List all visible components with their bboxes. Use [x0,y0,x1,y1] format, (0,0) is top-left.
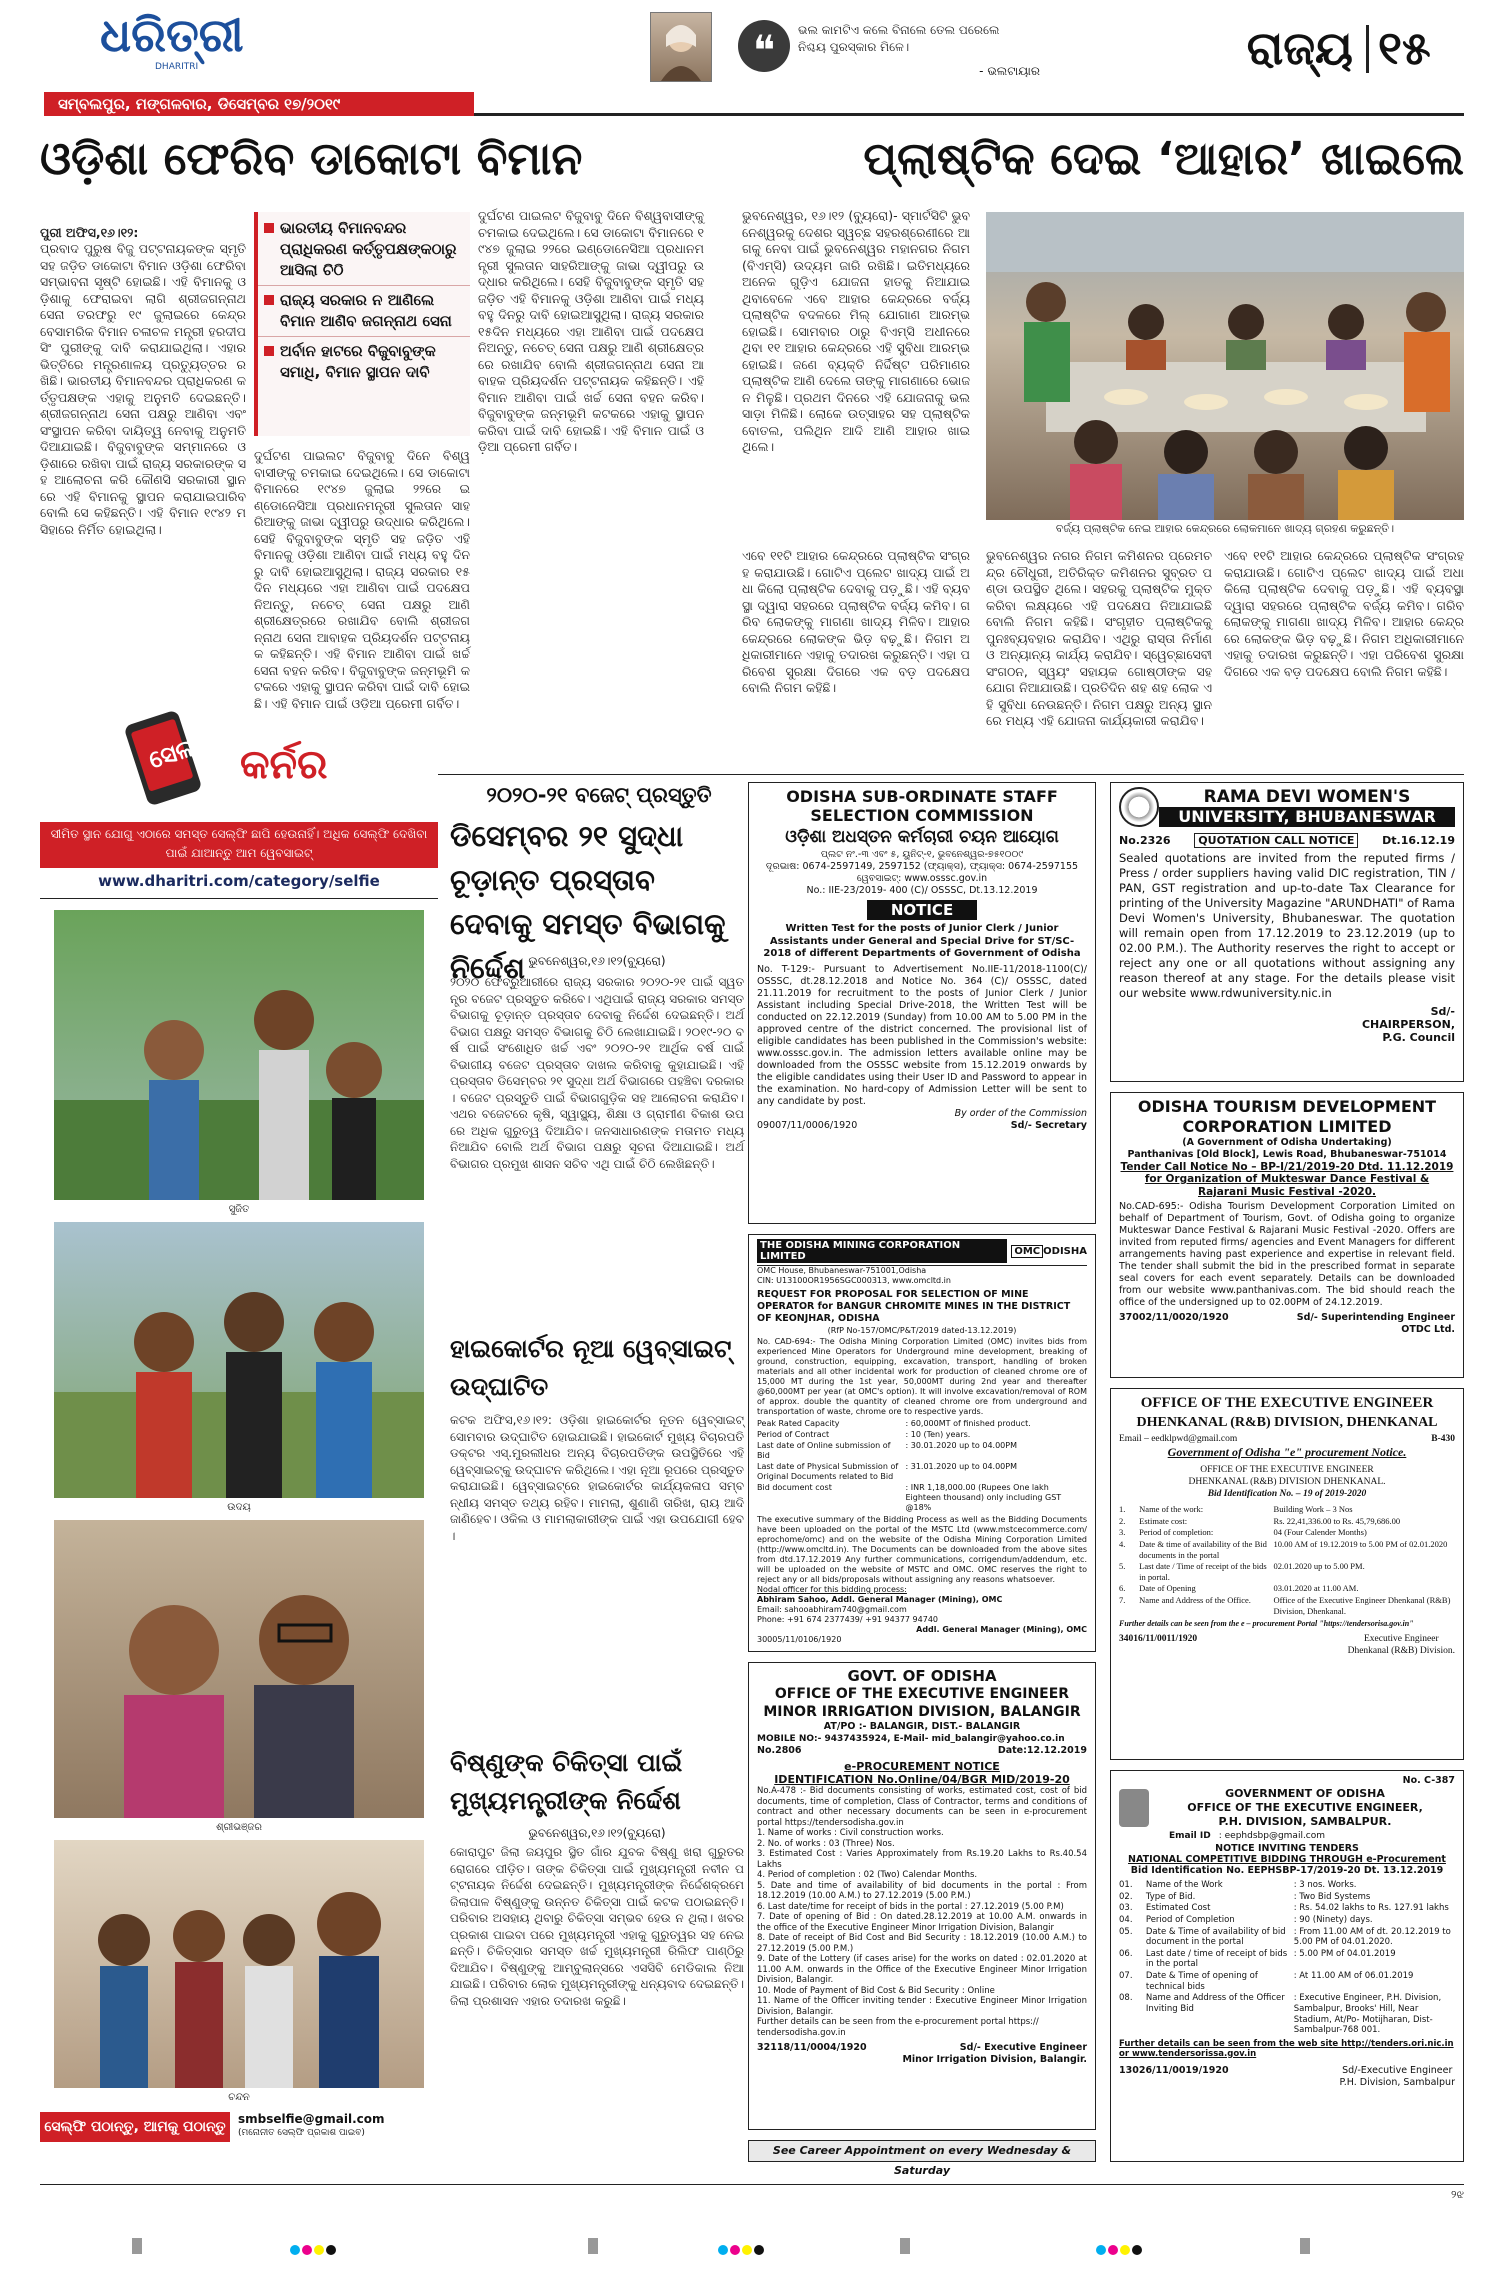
dakota-article-body [40,208,250,768]
table-cell: Period of Completion [1145,1914,1235,1925]
table-cell: : 60,000MT of finished product. [905,1419,1031,1428]
table-cell: Date & time of availability of the Bid documents in the portal [1139,1538,1267,1560]
omc-logo: OMC [1011,1245,1043,1258]
budget-headline: ଡିସେମ୍ବର ୨୧ ସୁଦ୍ଧା ଚୂଡ଼ାନ୍ତ ପ୍ରସ୍ତାବ ଦେବାକୁ ସମସ୍ତ ବିଭାଗକୁ ନିର୍ଦ୍ଦେଶ [450,819,726,985]
list-item: 7. Date of opening of Bid : On dated.28.12.2019 at 10.00 A.M. onwards in the office of the Executive Engineer Minor Irrigation Division, Balangir [757,1912,1087,1933]
headline-plastic: ପ୍ଲାଷ୍ଟିକ ଦେଇ ‘ଆହାର’ ଖାଇଲେ [863,132,1464,185]
highlight-text: ଭାରତୀୟ ବିମାନବନ୍ଦର ପ୍ରାଧିକରଣ କର୍ତ୍ତୃପକ୍ଷଙ୍କଠାରୁ ଆସିଲା ଚିଠି [280,219,457,279]
table-cell: Rs. 22,41,336.00 to Rs. 45,79,686.00 [1273,1515,1401,1526]
mi-address: AT/PO :- BALANGIR, DIST.- BALANGIR [823,1721,1021,1732]
ossc-address: ପ୍ଲଟ ନଂ.-୩ ଏବଂ ୫, ୟୁନିଟ୍-୧, ଭୁବନେଶ୍ୱର-୭୫୧୦୦୯ [820,849,1024,860]
table-row [1119,1903,1455,1914]
dakota-dateline: ପୁରୀ ଅଫିସ,୧୬।୧୨: [40,224,139,240]
sp-table [1119,1880,1455,2036]
hc-headline: ହାଇକୋର୍ଟର ନୂଆ ୱେବ୍‌ସାଇଟ୍ ଉଦ୍‌ଘାଟିତ [450,1334,732,1401]
ossc-sign: Sd/- Secretary [1010,1119,1087,1131]
logo-text: ଧରିତ୍ରୀ [100,8,244,62]
plastic-article-body-3: ଏବେ ୧୧ଟି ଆହାର କେନ୍ଦ୍ରରେ ପ୍ଲାଷ୍ଟିକ ସଂଗ୍ରହ କରାଯାଉଛି। ଗୋଟିଏ ପ୍ଲେଟ ଖାଦ୍ୟ ପାଇଁ ଅଧା କିଲୋ ପ୍ଲାଷ୍ଟିକ ଦେବାକୁ ପଡ଼ୁଛି। ଏହି ବ୍ୟବସ୍ଥା ଦ୍ୱାରା ସହରରେ ପ୍ଲାଷ୍ଟିକ ବର୍ଜ୍ୟ କମିବ। ଗରିବ ଲୋକଙ୍କୁ ମାଗଣା ଖାଦ୍ୟ ମିଳିବ। ଆହାର କେନ୍ଦ୍ରରେ ଲୋକଙ୍କ ଭିଡ଼ ବଢ଼ୁଛି। ନିଗମ ଅଧିକାରୀମାନେ ଏହାକୁ ତଦାରଖ କରୁଛନ୍ତି। ଏହା ପରିବେଶ ସୁରକ୍ଷା ଦିଗରେ ଏକ ବଡ଼ ପଦକ୍ଷେପ ବୋଲି ନିଗମ କହିଛି। [1224,548,1468,679]
selfie-banner [40,710,438,818]
table-cell: Last date / Time of receipt of the bids in portal. [1139,1561,1267,1582]
sp-title-2: OFFICE OF THE EXECUTIVE ENGINEER, [1187,1801,1423,1814]
otdc-ad [1110,1092,1464,1378]
table-row [757,1441,1087,1461]
highlight-item [258,336,470,387]
table-cell: 4. [1119,1538,1126,1549]
ossc-odia-title: ଓଡ଼ିଶା ଅଧସ୍ତନ କର୍ମଚାରୀ ଚୟନ ଆୟୋଗ [785,827,1059,847]
table-cell: Building Work – 3 Nos [1273,1504,1353,1514]
table-cell: : Executive Engineer, P.H. Division, Sambalpur, Brooks' Hill, Near Stadium, At/Po- Motijharan, Dist- Sambalpur-768 001. [1293,1993,1442,2036]
budget-dateline: ଭୁବନେଶ୍ୱର,୧୬।୧୨(ବ୍ୟୁରୋ) [528,954,666,968]
registration-dots [1096,2240,1144,2259]
list-item: 8. Date of receipt of Bid Cost and Bid Security : 18.12.2019 (10.00 A.M.) to 27.12.2019 (5.00 P.M.) [757,1933,1087,1954]
color-registration-marks [0,2234,1500,2264]
list-item: 1. Name of works : Civil construction works. [757,1828,944,1838]
table-cell: 06. [1119,1948,1133,1959]
table-row [1119,1949,1455,1970]
sp-email: : eephdsbp@gmail.com [1218,1831,1326,1841]
gray-mark [588,2238,598,2254]
highlight-item [258,212,470,285]
red-square-icon [264,223,274,233]
omc-title: THE ODISHA MINING CORPORATION LIMITED [757,1239,1007,1263]
table-cell: 5. [1119,1561,1126,1572]
otdc-code: 37002/11/0020/1920 [1119,1312,1229,1323]
mi-code: 32118/11/0004/1920 [757,2042,867,2053]
sp-code: 13026/11/0019/1920 [1119,2064,1229,2076]
omc-rfp-title: REQUEST FOR PROPOSAL FOR SELECTION OF MINE OPERATOR for BANGUR CHROMITE MINES IN THE DISTRICT OF KEONJHAR, ODISHA [757,1289,1071,1324]
table-cell: : INR 1,18,000.00 (Rupees One lakh Eighteen thousand) only including GST @18% [905,1483,1062,1512]
table-cell: Peak Rated Capacity [757,1419,840,1428]
career-strip-text: See Career Appointment on every Wednesday & Saturday [772,2144,1072,2177]
table-cell: 04 (Four Calender Months) [1273,1527,1367,1538]
sp-further-2: or www.tendersorissa.gov.in [1119,2048,1257,2059]
selfie-photo [54,1520,424,1818]
table-row [1119,1527,1455,1538]
table-cell: 07. [1119,1971,1133,1981]
dk-sub-1: OFFICE OF THE EXECUTIVE ENGINEER [1200,1465,1374,1475]
table-row [1119,1561,1455,1582]
highlight-text: ରାଜ୍ୟ ସରକାର ନ ଆଣିଲେ ବିମାନ ଆଣିବ ଜଗନ୍ନାଥ ସେନା [280,291,452,330]
table-cell: Last date of Physical Submission of Original Documents related to Bid [757,1462,899,1481]
red-square-icon [264,295,274,305]
otdc-sub: (A Government of Odisha Undertaking) [1182,1137,1392,1148]
quote-icon: ❝ [738,20,790,72]
dk-table [1119,1504,1455,1616]
omc-code: 30005/11/0106/1920 [757,1635,842,1644]
sp-n2: NATIONAL COMPETITIVE BIDDING THROUGH e-Procurement [1128,1854,1446,1865]
table-cell: : Two Bid Systems [1293,1891,1371,1902]
selfie-photo [54,910,424,1200]
table-cell: : 90 (Ninety) days. [1293,1914,1373,1925]
table-row [1119,1927,1455,1948]
table-cell: : 5.00 PM of 04.01.2019 [1293,1948,1396,1959]
omc-body-2: The executive summary of the Bidding Process as well as the Bidding Documents have been uploaded on the portal of the MSTC Ltd (www.mstcecommerce.com/ eprochome/omc) and on the website of the Odisha Mining Corporation Limited (http://www.omcltd.in). The Documents can be downloaded from the above sites from dtd.17.12.2019 Any further communications, corrigendum/addendum, etc. will be uploaded on the website of MSTC and OMC. OMC reserves the right to reject any or all bids/proposals without assigning any reasons whatsoever. [757,1515,1087,1584]
section-name: ରାଜ୍ୟ [1246,21,1353,75]
table-cell: : 30.01.2020 up to 04.00PM [905,1441,1017,1450]
table-cell: 7. [1119,1595,1126,1605]
otdc-address: Panthanivas [Old Block], Lewis Road, Bhubaneswar-751014 [1127,1149,1447,1160]
table-cell: 02.01.2020 up to 5.00 PM. [1273,1561,1365,1572]
page-number: ୧୫ [1378,21,1431,75]
table-row [1119,1595,1455,1616]
table-cell: : From 11.00 AM of dt. 20.12.2019 to 5.00 PM of 04.01.2020. [1293,1926,1451,1948]
dk-code: 34016/11/0011/1920 [1119,1634,1198,1645]
table-row [1119,1971,1455,1992]
mi-sign-1: Sd/- Executive Engineer [959,2042,1087,2053]
table-row [1119,1892,1455,1903]
table-cell: Name and Address of the Office. [1139,1595,1251,1605]
portrait-image [650,12,712,82]
mi-title-3: MINOR IRRIGATION DIVISION, BALANGIR [763,1704,1081,1720]
omc-rfp-no: (RfP No-157/OMC/P&T/2019 dated-13.12.2019) [827,1326,1017,1335]
table-cell: Bid document cost [757,1483,832,1492]
mi-identification: IDENTIFICATION No.Online/04/BGR MID/2019-20 [774,1773,1070,1786]
mi-intro: No.A-478 :- Bid documents consisting of works, estimated cost, cost of bid documents, time of completion, Class of Contractor, terms and conditions of contract and other necessary documents can be seen in e-procurement portal https://tendersodisha.gov.in [757,1786,1087,1828]
logo-subtext: DHARITRI [155,62,199,72]
mi-title-1: GOVT. OF ODISHA [847,1667,997,1685]
table-cell: Name of the work: [1139,1504,1204,1514]
list-item: 5. Date and time of availability of bid documents in the portal : From 18.12.2019 (10.00 A.M.) to 27.12.2019 (5.00 P.M.) [757,1880,1087,1901]
red-square-icon [264,346,274,356]
selfie-border [40,898,438,899]
list-item: 9. Date of the Lottery (if cases arise) for the works on dated : 02.01.2020 at 11.00 A.M. onwards in the Office of the Executive Engineer Minor Irrigation Division, Balangir. [757,1954,1087,1985]
omc-contact-1: Abhiram Sahoo, Addl. General Manager (Mining), OMC [757,1595,1003,1604]
ossc-body: No. T-129:- Pursuant to Advertisement No.IIE-11/2018-1100(C)/ OSSSC, dt.28.12.2018 and Notice No. 364 (C)/ OSSSC, dated 21.11.2019 for recruitment to the posts of Junior Clerk / Junior Assistant including Special Drive-2018, the Written Test will be conducted on 22.12.2019 (Sunday) from 10.00 AM to 5.00 PM in the approved centre of the district concerned. The provisional list of eligible candidates has been published in the Commission's website: www.osssc.gov.in. The admission letters available online may be downloaded from the OSSSC website from 15.12.2019 onwards by the eligible candidates using their User ID and Password to appear in the examination. No hard-copy of Admission Letter will be sent to any candidate by post. [757,963,1087,1107]
list-item: 10. Mode of Payment of Bid Cost & Bid Security : Online [757,1985,995,1996]
omc-contact-3: Phone: +91 674 2377439/ +91 94377 94740 [757,1615,938,1624]
otdc-title-2: CORPORATION LIMITED [1182,1117,1392,1136]
otdc-title-1: ODISHA TOURISM DEVELOPMENT [1137,1097,1437,1116]
rdwu-label: QUOTATION CALL NOTICE [1194,833,1358,848]
table-cell: : Rs. 54.02 lakhs to Rs. 127.91 lakhs [1293,1903,1449,1914]
plastic-article-body: ଭୁବନେଶ୍ୱର, ୧୬।୧୨ (ବ୍ୟୁରୋ)- ସ୍ମାର୍ଟସିଟି ଭୁବନେଶ୍ୱରକୁ ଦେଶର ସ୍ୱଚ୍ଛ ସହରଶ୍ରେଣୀରେ ଆଗକୁ ନେବା ପାଇଁ ଭୁବନେଶ୍ୱର ମହାନଗର ନିଗମ (ବିଏମ୍‌ସି) ଉଦ୍ୟମ ଜାରି ରଖିଛି। ଇତିମଧ୍ୟରେ ଅନେକ ଗୁଡ଼ିଏ ଯୋଜନା ହାତକୁ ନିଆଯାଇଥିବାବେଳେ ଏବେ ଆହାର କେନ୍ଦ୍ରରେ ବର୍ଜ୍ୟ ପ୍ଲାଷ୍ଟିକ ବଦଳରେ ମିଲ୍ ଯୋଗାଣ ଆରମ୍ଭ ହୋଇଛି। ସୋମବାର ଠାରୁ ବିଏମ୍‌ସି ଅଧୀନରେ ଥିବା ୧୧ ଆହାର କେନ୍ଦ୍ରରେ ଏହି ସୁବିଧା ଆରମ୍ଭ ହୋଇଛି। ଜଣେ ବ୍ୟକ୍ତି ନିର୍ଦ୍ଦିଷ୍ଟ ପରିମାଣର ପ୍ଲାଷ୍ଟିକ ଆଣି ଦେଲେ ତାଙ୍କୁ ମାଗଣାରେ ଭୋଜନ ମିଳୁଛି। ପ୍ରଥମ ଦିନରେ ଏହି ଯୋଜନାକୁ ଭଲ ସାଡ଼ା ମିଳିଛି। ଲୋକେ ଉତ୍ସାହର ସହ ପ୍ଲାଷ୍ଟିକ ବୋତଲ, ପଲିଥିନ ଆଦି ଆଣି ଆହାର ଖାଇଥିଲେ। [742,208,974,454]
mi-items-list [757,1828,1087,2017]
table-cell: 08. [1119,1993,1133,2004]
list-item: 4. Period of completion : 02 (Two) Calendar Months. [757,1870,978,1880]
headline-dakota: ଓଡ଼ିଶା ଫେରିବ ଡାକୋଟା ବିମାନ [40,132,583,185]
otdc-sign-1: Sd/- Superintending Engineer [1296,1312,1455,1323]
table-cell: Type of Bid. [1145,1891,1196,1902]
sp-sign-2: P.H. Division, Sambalpur [1339,2076,1455,2088]
plastic-article-body-2: ଭୁବନେଶ୍ୱର ନଗର ନିଗମ କମିଶନର ପ୍ରେମଚନ୍ଦ୍ର ଚୌଧୁରୀ, ଅତିରିକ୍ତ କମିଶନର ସୁବ୍ରତ ପଣ୍ଡା ଉପସ୍ଥିତ ଥିଲେ। ସହରକୁ ପ୍ଲାଷ୍ଟିକ ମୁକ୍ତ କରିବା ଲକ୍ଷ୍ୟରେ ଏହି ପଦକ୍ଷେପ ନିଆଯାଇଛି ବୋଲି ନିଗମ କହିଛି। ସଂଗୃହୀତ ପ୍ଲାଷ୍ଟିକକୁ ପୁନଃବ୍ୟବହାର କରାଯିବ। ଏଥିରୁ ରାସ୍ତା ନିର୍ମାଣ ଓ ଅନ୍ୟାନ୍ୟ କାର୍ଯ୍ୟ କରାଯିବ। ସ୍ୱେଚ୍ଛାସେବୀ ସଂଗଠନ, ସ୍ୱୟଂ ସହାୟକ ଗୋଷ୍ଠୀଙ୍କ ସହଯୋଗ ନିଆଯାଉଛି। ପ୍ରତିଦିନ ଶହ ଶହ ଲୋକ ଏହି ସୁବିଧା ନେଉଛନ୍ତି। ନିଗମ ପକ୍ଷରୁ ଅନ୍ୟ ସ୍ଥାନରେ ମଧ୍ୟ ଏହି ଯୋଜନା କାର୍ଯ୍ୟକାରୀ କରାଯିବ। [986,548,1216,728]
budget-kicker: ୨୦୨୦-୨୧ ବଜେଟ୍ ପ୍ରସ୍ତୁତି [486,783,712,807]
table-cell: 02. [1119,1891,1133,1902]
section-divider [1366,25,1369,73]
ossc-notice-label: NOTICE [867,900,977,920]
dakota-article-body-2: ଦୁର୍ଘଟଣ ପାଇଲଟ ବିଜୁବାବୁ ଦିନେ ବିଶ୍ୱବାସୀଙ୍କୁ ଚମକାଇ ଦେଇଥିଲେ। ସେ ଡାକୋଟା ବିମାନରେ ୧୯୪୭ ଜୁଲାଇ ୨୨ରେ ଇଣ୍ଡୋନେସିଆ ପ୍ରଧାନମନ୍ତ୍ରୀ ସୁଲତାନ ସାହରିଆଙ୍କୁ ଜାଭା ଦ୍ୱୀପରୁ ଉଦ୍ଧାର କରିଥିଲେ। ସେହି ବିଜୁବାବୁଙ୍କ ସ୍ମୃତି ସହ ଜଡ଼ିତ ଏହି ବିମାନକୁ ଓଡ଼ିଶା ଆଣିବା ପାଇଁ ମଧ୍ୟ ବହୁ ଦିନରୁ ଦାବି ହୋଇଆସୁଥିଲା। ରାଜ୍ୟ ସରକାର ୧୫ଦିନ ମଧ୍ୟରେ ଏହା ଆଣିବା ପାଇଁ ପଦକ୍ଷେପ ନିଅନ୍ତୁ, ନଚେତ୍ ସେନା ପକ୍ଷରୁ ଆଣି ଶ୍ରୀକ୍ଷେତ୍ରରେ ରଖାଯିବ ବୋଲି ଶ୍ରୀଜଗନ୍ନାଥ ସେନା ଆବାହକ ପ୍ରିୟଦର୍ଶନ ପଟ୍ଟନାୟକ କହିଛନ୍ତି। ଏହି ବିମାନ ଆଣିବା ପାଇଁ ଖର୍ଚ୍ଚ ସେନା ବହନ କରିବ। ବିଜୁବାବୁଙ୍କ ଜନ୍ମଭୂମି କଟକରେ ଏହାକୁ ସ୍ଥାପନ କରିବା ପାଇଁ ଦାବି ହୋଇଛି। ଏହି ବିମାନ ପାଇଁ ଓଡ଼ିଆ ପ୍ରେମୀ ଗର୍ବିତ। [254,448,474,711]
table-cell: Office of the Executive Engineer Dhenkanal (R&B) Division, Dhenkanal. [1273,1595,1451,1616]
dk-sign-1: Executive Engineer [1363,1634,1439,1645]
table-row [1119,1504,1455,1515]
sp-email-label: Email ID [1169,1831,1211,1841]
dakota-body-1: ପ୍ରବାଦ ପୁରୁଷ ବିଜୁ ପଟ୍ଟନାୟକଙ୍କ ସ୍ମୃତି ସହ ଜଡ଼ିତ ଡାକୋଟା ବିମାନ ଓଡ଼ିଶା ଫେରିବା ସମ୍ଭାବନା ସୃଷ୍ଟି ହୋଇଛି। ଏହି ବିମାନକୁ ଓଡ଼ିଶାକୁ ଫେରାଇବା ଲାଗି ଶ୍ରୀଜଗନ୍ନାଥ ସେନା ତରଫରୁ ୧୯ ଜୁଲାଇରେ କେନ୍ଦ୍ର ବେସାମରିକ ବିମାନ ଚଳାଚଳ ମନ୍ତ୍ରୀ ହରଦୀପ ସିଂ ପୁରୀଙ୍କୁ ଦାବି କରାଯାଇଥିଲା। ଏହାର ଭିତ୍ତିରେ ମନ୍ତ୍ରଣାଳୟ ପ୍ରତ୍ୟୁତ୍ତର ରଖିଛି। ଭାରତୀୟ ବିମାନବନ୍ଦର ପ୍ରାଧିକରଣ କର୍ତ୍ତୃପକ୍ଷଙ୍କ ଏହାକୁ ଅନୁମତି ଦେଇଛନ୍ତି। ଶ୍ରୀଜଗନ୍ନାଥ ସେନା ପକ୍ଷରୁ ଆଣିବା ଏବଂ ସଂସ୍ଥାପନ କରିବା ଦାୟିତ୍ୱ ନେବାକୁ ଅନୁମତି ଦିଆଯାଇଛି। ବିଜୁବାବୁଙ୍କ ସମ୍ମାନରେ ଓଡ଼ିଶାରେ ରଖିବା ପାଇଁ ରାଜ୍ୟ ସରକାରଙ୍କ ସହ ଆଲୋଚନା କରି କୌଣସି ସରକାରୀ ସ୍ଥାନରେ ଏହି ବିମାନକୁ ସ୍ଥାପନ କରାଯାଇପାରିବ ବୋଲି ସେ କହିଛନ୍ତି। ଏହି ବିମାନ ୧୯୪୨ ମସିହାରେ ନିର୍ମିତ ହୋଇଥିଲା। [40,241,250,537]
table-cell: 6. [1119,1583,1126,1594]
ahara-photo [986,212,1464,520]
table-cell: Date & Time of availability of bid document in the portal [1145,1926,1286,1948]
table-row [757,1419,1087,1429]
omc-nodal: Nodal officer for this bidding process: [757,1585,907,1594]
rdwu-sign-1: Sd/- [1430,1005,1455,1018]
omc-brand: ODISHA [1043,1245,1087,1257]
sp-n1: NOTICE INVITING TENDERS [1215,1843,1359,1854]
dk-sign-2: Dhenkanal (R&B) Division. [1347,1646,1455,1657]
dateline: ସମ୍ବଲପୁର, ମଙ୍ଗଳବାର, ଡିସେମ୍ବର ୧୭/୨୦୧୯ [58,95,341,113]
selfie-footer-email[interactable]: smbselfie@gmail.com [238,2112,385,2126]
rdwu-sign-3: P.G. Council [1382,1031,1455,1044]
table-cell: : 10 (Ten) years. [905,1430,971,1439]
ossc-order: By order of the Commission [954,1107,1087,1119]
list-item: 11. Name of the Officer inviting tender : Executive Engineer Minor Irrigation Division, Balangir. [757,1996,1087,2017]
mi-mobile: MOBILE NO:- 9437435924, E-Mail- mid_balangir@yahoo.co.in [757,1734,1065,1744]
career-strip [748,2140,1096,2177]
rdwu-body: Sealed quotations are invited from the reputed firms / Press / order suppliers having valid DIC registration, TIN / PAN, GST registration and up-to-date Tax Clearance for printing of the University Magazine "ARUNDHATI" of Rama Devi Women's University, Bhubaneswar. The quotation will remain open from 17.12.2019 to 23.12.2019 (up to 02.00 P.M.). The Authority reserves the right to accept or reject any one or all quotations without assigning any reason thereof at any stage. For the details please visit our website www.rdwuniversity.nic.in [1119,851,1455,1000]
ossc-title: ODISHA SUB-ORDINATE STAFF SELECTION COMMISSION [786,787,1058,825]
omc-table [757,1419,1087,1513]
rdwu-no: No.2326 [1119,834,1171,847]
hc-body: କଟକ ଅଫିସ,୧୬।୧୨: ଓଡ଼ିଶା ହାଇକୋର୍ଟର ନୂତନ ୱେବ୍‌ସାଇଟ୍ ସୋମବାର ଉଦ୍‌ଘାଟିତ ହୋଇଯାଇଛି। ହାଇକୋର୍ଟ ମୁଖ୍ୟ ବିଚାରପତି ଡକ୍ଟର ଏସ୍‌.ମୁରଲୀଧର ଅନ୍ୟ ବିଚାରପତିଙ୍କ ଉପସ୍ଥିତିରେ ଏହି ୱେବ୍‌ସାଇଟ୍‌କୁ ଉଦ୍‌ଘାଟନ କରିଥିଲେ। ଏହା ନୂଆ ରୂପରେ ପ୍ରସ୍ତୁତ କରାଯାଇଛି। ୱେବ୍‌ସାଇଟ୍‌ରେ ହାଇକୋର୍ଟର କାର୍ଯ୍ୟକଳାପ ସମ୍ବନ୍ଧୀୟ ସମସ୍ତ ତଥ୍ୟ ରହିବ। ମାମଲା, ଶୁଣାଣି ତାରିଖ, ରାୟ ଆଦି ଜାଣିହେବ। ଓକିଲ ଓ ମାମଲାକାରୀଙ୍କ ପାଇଁ ଏହା ଉପଯୋଗୀ ହେବ। [450,1413,748,1543]
minor-irrigation-ad [748,1662,1096,2130]
table-row [1119,1993,1455,2036]
bishnu-dateline: ଭୁବନେଶ୍ୱର,୧୬।୧୨(ବ୍ୟୁରୋ) [528,1826,666,1840]
selfie-caption: ଶ୍ରୀଭଞ୍ଜର [216,1822,262,1833]
otdc-body: No.CAD-695:- Odisha Tourism Development Corporation Limited on behalf of Department of Tourism, Govt. of Odisha going to organize Mukteswar Dance Festival & Rajarani Music Festival -2020. Offers are invited from reputed firms/ agencies and Event Managers for different arrangements having past experience and expertise in relevant field. The tender shall submit the bid in the prescribed format in separate seal covers for each event separately. Details can be downloaded from our website www.panthanivas.com. The bid should reach the office of the undersigned up to 02.00PM of 24.12.2019. [1119,1201,1455,1308]
omc-body: No. CAD-694:- The Odisha Mining Corporation Limited (OMC) invites bids from experienced Mine Operators for Underground mine development, breaking of ground, construction, equipping, excavation, transport, handling of broken materials and all other incidental work for production of cleaned chrome ore of 15,000 MT during the 1st year, 50,000MT during 2nd year and thereafter @60,000MT per year (at OMC's option). It will involve excavation/removal of ROM of approx. double the quantity of cleaned chrome ore from underground and transportation of waste, chrome ore to respective yards. [757,1337,1087,1416]
table-cell: Last date of Online submission of Bid [757,1441,891,1460]
ossc-phone: ଦୂରଭାଷ: 0674-2597149, 2597152 (ଫ୍ୟାକ୍ସ), ଫ୍ୟାକ୍ସ: 0674-2597155 [765,861,1079,872]
ramadevi-ad [1110,782,1464,1082]
rdwu-date: Dt.16.12.19 [1382,834,1455,847]
table-cell: 03. [1119,1903,1133,1914]
selfie-tagline [40,822,438,868]
table-cell: 03.01.2020 at 11.00 AM. [1273,1583,1359,1594]
omc-contact-2: Email: sahooabhiram740@gmail.com [757,1605,907,1614]
dakota-article-body-3: ଦୁର୍ଘଟଣ ପାଇଲଟ ବିଜୁବାବୁ ଦିନେ ବିଶ୍ୱବାସୀଙ୍କୁ ଚମକାଇ ଦେଇଥିଲେ। ସେ ଡାକୋଟା ବିମାନରେ ୧୯୪୭ ଜୁଲାଇ ୨୨ରେ ଇଣ୍ଡୋନେସିଆ ପ୍ରଧାନମନ୍ତ୍ରୀ ସୁଲତାନ ସାହରିଆଙ୍କୁ ଜାଭା ଦ୍ୱୀପରୁ ଉଦ୍ଧାର କରିଥିଲେ। ସେହି ବିଜୁବାବୁଙ୍କ ସ୍ମୃତି ସହ ଜଡ଼ିତ ଏହି ବିମାନକୁ ଓଡ଼ିଶା ଆଣିବା ପାଇଁ ମଧ୍ୟ ବହୁ ଦିନରୁ ଦାବି ହୋଇଆସୁଥିଲା। ରାଜ୍ୟ ସରକାର ୧୫ଦିନ ମଧ୍ୟରେ ଏହା ଆଣିବା ପାଇଁ ପଦକ୍ଷେପ ନିଅନ୍ତୁ, ନଚେତ୍ ସେନା ପକ୍ଷରୁ ଆଣି ଶ୍ରୀକ୍ଷେତ୍ରରେ ରଖାଯିବ ବୋଲି ଶ୍ରୀଜଗନ୍ନାଥ ସେନା ଆବାହକ ପ୍ରିୟଦର୍ଶନ ପଟ୍ଟନାୟକ କହିଛନ୍ତି। ଏହି ବିମାନ ଆଣିବା ପାଇଁ ଖର୍ଚ୍ଚ ସେନା ବହନ କରିବ। ବିଜୁବାବୁଙ୍କ ଜନ୍ମଭୂମି କଟକରେ ଏହାକୁ ସ୍ଥାପନ କରିବା ପାଇଁ ଦାବି ହୋଇଛି। ଏହି ବିମାନ ପାଇଁ ଓଡ଼ିଆ ପ୍ରେମୀ ଗର୍ବିତ। [478,208,708,454]
university-seal-icon [1119,787,1159,827]
table-cell: Estimate cost: [1139,1515,1188,1526]
sp-bid: Bid Identification No. EEPHSBP-17/2019-20 Dt. 13.12.2019 [1130,1865,1444,1876]
rdwu-sign-2: CHAIRPERSON, [1361,1018,1455,1031]
omc-sign: Addl. General Manager (Mining), OMC [916,1625,1087,1634]
ossc-website: ୱେବସାଇଟ୍: www.osssc.gov.in [856,873,988,884]
registration-dots [290,2240,338,2259]
ossc-subject: Written Test for the posts of Junior Clerk / Junior Assistants under General and Special Drive for ST/SC-2018 of different Departments of Government of Odisha [763,923,1081,959]
bishnu-headline: ବିଷ୍ଣୁଙ୍କ ଚିକିତ୍ସା ପାଇଁ ମୁଖ୍ୟମନ୍ତ୍ରୀଙ୍କ ନିର୍ଦ୍ଦେଶ [450,1748,683,1815]
sp-title-1: GOVERNMENT OF ODISHA [1225,1787,1385,1800]
otdc-for: for Organization of Mukteswar Dance Festival & Rajarani Music Festival -2020. [1144,1173,1430,1198]
table-row [1119,1880,1455,1891]
table-row [757,1483,1087,1513]
highlight-text: ଅର୍ବାନ ହାଟରେ ବିଜୁବାବୁଙ୍କ ସମାଧି, ବିମାନ ସ୍ଥାପନ ଦାବି [280,342,436,381]
list-item: 2. No. of works : 03 (Three) Nos. [757,1838,895,1849]
rdwu-title-1: RAMA DEVI WOMEN'S [1203,787,1411,807]
mi-sign-2: Minor Irrigation Division, Balangir. [902,2054,1087,2065]
registration-dots [718,2240,766,2259]
table-cell: Period of Contract [757,1430,830,1439]
table-cell: Period of completion: [1139,1527,1214,1538]
selfie-caption: ସୁଜିତ [228,1204,250,1215]
quote-text: ଭଲ କାମଟିଏ କଲେ ବିନାଲେ ତେଲ ପରେଲେ ନିଶ୍ଚୟ ପୁରସ୍କାର ମିଳେ। [798,23,1000,54]
dakota-highlight-box [254,212,470,436]
selfie-footer-note: (ମନୋନୀତ ସେଲ୍ଫି ପ୍ରକାଶ ପାଇବ) [238,2128,365,2138]
gray-mark [1300,2238,1310,2254]
mi-no: No.2806 [757,1745,802,1756]
otdc-call: Tender Call Notice No – BP-I/21/2019-20 Dtd. 11.12.2019 [1120,1161,1454,1173]
selfie-footer-label-text: ସେଲ୍ଫି ପଠାନ୍ତୁ, ଆମକୁ ପଠାନ୍ତୁ [44,2119,226,2135]
selfie-url[interactable]: www.dharitri.com/category/selfie [98,872,380,890]
mi-further: Further details can be seen from the e-procurement portal https:// tendersodisha.gov.in [757,2017,1039,2038]
table-cell: : 3 nos. Works. [1293,1880,1357,1890]
selfie-title-b: କର୍ନର [240,742,328,788]
table-cell: 05. [1119,1926,1133,1937]
table-cell: 01. [1119,1880,1133,1890]
dk-gov: Government of Odisha "e" procurement Notice. [1167,1445,1407,1459]
ahara-photo-caption: ବର୍ଜ୍ୟ ପ୍ଲାଷ୍ଟିକ ନେଇ ଆହାର କେନ୍ଦ୍ରରେ ଲୋକମାନେ ଖାଦ୍ୟ ଗ୍ରହଣ କରୁଛନ୍ତି। [1055,522,1395,535]
logo [100,8,280,78]
ossc-code: 09007/11/0006/1920 [757,1119,858,1131]
budget-body: ୨୦୨୦ ଫେବ୍ରୁଆରୀରେ ରାଜ୍ୟ ସରକାର ୨୦୨୦-୨୧ ପାଇଁ ସ୍ୱତନ୍ତ୍ର ବଜେଟ ପ୍ରସ୍ତୁତ କରିବେ। ଏଥିପାଇଁ ରାଜ୍ୟ ସରକାର ସମସ୍ତ ବିଭାଗକୁ ଚୂଡ଼ାନ୍ତ ପ୍ରସ୍ତାବ ଦେବାକୁ ନିର୍ଦ୍ଦେଶ ଦେଇଛନ୍ତି। ଅର୍ଥ ବିଭାଗ ପକ୍ଷରୁ ସମସ୍ତ ବିଭାଗକୁ ଚିଠି ଲେଖାଯାଇଛି। ୨୦୧୯-୨୦ ବର୍ଷ ପାଇଁ ସଂଶୋଧିତ ଖର୍ଚ୍ଚ ଏବଂ ୨୦୨୦-୨୧ ଆର୍ଥିକ ବର୍ଷ ପାଇଁ ବିଭାଗୀୟ ବଜେଟ ପ୍ରସ୍ତାବ ଦାଖଲ କରିବାକୁ କୁହାଯାଇଛି। ଏହି ପ୍ରସ୍ତାବ ଡିସେମ୍ବର ୨୧ ସୁଦ୍ଧା ଅର୍ଥ ବିଭାଗରେ ପହଞ୍ଚିବା ଦରକାର। ବଜେଟ ପ୍ରସ୍ତୁତି ପାଇଁ ବିଭାଗଗୁଡ଼ିକ ସହ ଆଲୋଚନା କରାଯିବ। ଏଥର ବଜେଟରେ କୃଷି, ସ୍ୱାସ୍ଥ୍ୟ, ଶିକ୍ଷା ଓ ଗ୍ରାମୀଣ ବିକାଶ ଉପରେ ଅଧିକ ଗୁରୁତ୍ୱ ଦିଆଯିବ। ଜନସାଧାରଣଙ୍କ ମତାମତ ମଧ୍ୟ ନିଆଯିବ ବୋଲି ଅର୍ଥ ବିଭାଗ ପକ୍ଷରୁ ସୂଚନା ଦିଆଯାଇଛି। ଅର୍ଥ ବିଭାଗର ପ୍ରମୁଖ ଶାସନ ସଚିବ ଏଥି ପାଇଁ ଚିଠି ଲେଖିଛନ୍ତି। [450,975,748,1171]
otdc-sign-2: OTDC Ltd. [1401,1324,1455,1335]
dk-title-1: OFFICE OF THE EXECUTIVE ENGINEER [1140,1395,1434,1411]
table-cell: Estimated Cost [1145,1903,1211,1914]
sp-no: No. C-387 [1402,1775,1455,1786]
table-cell: 2. [1119,1515,1126,1526]
sp-further-1: Further details can be seen from the web site http://tenders.ori.nic.in [1119,2038,1454,2049]
omc-cin: CIN: U13100OR1956SGC000313, www.omcltd.in [757,1276,951,1285]
sp-title-3: P.H. DIVISION, SAMBALPUR. [1218,1815,1392,1828]
gray-mark [132,2238,142,2254]
masthead-rule [474,113,1464,116]
dhenkanal-ad [1110,1388,1464,1760]
dk-title-2: DHENKANAL (R&B) DIVISION, DHENKANAL [1136,1415,1438,1430]
table-cell: 1. [1119,1504,1126,1514]
omc-ad [748,1234,1096,1652]
list-item: 3. Estimated Cost : Varies Approximately from Rs.19.20 Lakhs to Rs.40.54 Lakhs [757,1849,1087,1870]
sambalpur-ad [1110,1770,1464,2162]
table-cell: Name and Address of the Officer Inviting Bid [1145,1993,1285,2014]
table-cell: : At 11.00 AM of 06.01.2019 [1293,1971,1414,1981]
selfie-tagline-text: ସୀମିତ ସ୍ଥାନ ଯୋଗୁ ଏଠାରେ ସମସ୍ତ ସେଲ୍ଫି ଛାପି ହେଉନାହିଁ। ଅଧିକ ସେଲ୍ଫି ଦେଖିବା ପାଇଁ ଯାଆନ୍ତୁ ଆମ ୱେବସାଇଟ୍ [50,827,428,860]
table-cell: Date of Opening [1139,1583,1196,1594]
table-cell: 3. [1119,1527,1126,1538]
table-cell: Last date / time of receipt of bids in the portal [1145,1948,1288,1970]
gray-mark [900,2238,910,2254]
table-row [1119,1539,1455,1560]
footer-page-code: ୨ଝ [1451,2188,1464,2201]
ossc-ad [748,782,1096,1224]
selfie-photo [54,1840,424,2088]
mi-title-2: OFFICE OF THE EXECUTIVE ENGINEER [774,1686,1070,1702]
table-cell: Name of the Work [1145,1880,1223,1890]
dk-bid: Bid Identification No. – 19 of 2019-2020 [1207,1489,1367,1499]
table-cell: Date & Time of opening of technical bids [1145,1971,1258,1992]
selfie-caption: ଚନ୍ଦନ [228,2092,250,2103]
dk-code-r: B-430 [1431,1434,1455,1444]
bishnu-body: କୋରାପୁଟ ଜିଲା ଜୟପୁର ସ୍ଥିତ ଗାଁର ଯୁବକ ବିଷ୍ଣୁ ଖରା ଗୁରୁତର ରୋଗରେ ପୀଡ଼ିତ। ତାଙ୍କ ଚିକିତ୍ସା ପାଇଁ ମୁଖ୍ୟମନ୍ତ୍ରୀ ନବୀନ ପଟ୍ଟନାୟକ ନିର୍ଦ୍ଦେଶ ଦେଇଛନ୍ତି। ମୁଖ୍ୟମନ୍ତ୍ରୀଙ୍କ ନିର୍ଦ୍ଦେଶକ୍ରମେ ଜିଲାପାଳ ବିଷ୍ଣୁଙ୍କୁ ଉନ୍ନତ ଚିକିତ୍ସା ପାଇଁ କଟକ ପଠାଇଛନ୍ତି। ପରିବାର ଅସହାୟ ଥିବାରୁ ଚିକିତ୍ସା ସମ୍ଭବ ହେଉ ନ ଥିଲା। ଖବର ପ୍ରକାଶ ପାଇବା ପରେ ମୁଖ୍ୟମନ୍ତ୍ରୀ ଏହାକୁ ଗୁରୁତ୍ୱର ସହ ନେଇଛନ୍ତି। ଚିକିତ୍ସାର ସମସ୍ତ ଖର୍ଚ୍ଚ ମୁଖ୍ୟମନ୍ତ୍ରୀ ରିଲିଫ ପାଣ୍ଠିରୁ ଦିଆଯିବ। ବିଷ୍ଣୁଙ୍କୁ ଆମ୍ବୁଲାନ୍ସରେ ଏସସିବି ମେଡିକାଲ ନିଆଯାଇଛି। ପରିବାର ଲୋକ ମୁଖ୍ୟମନ୍ତ୍ରୀଙ୍କୁ ଧନ୍ୟବାଦ ଦେଇଛନ୍ତି। ଜିଲା ପ୍ରଶାସନ ଏହାର ତଦାରଖ କରୁଛି। [450,1845,748,2008]
quote-author: - ଭଲଟାୟାର [979,64,1040,78]
table-row [1119,1583,1455,1594]
dk-sub-2: DHENKANAL (R&B) DIVISION DHENKANAL. [1188,1477,1386,1487]
sp-sign-1: Sd/-Executive Engineer [1342,2064,1453,2076]
mi-date: Date:12.12.2019 [997,1745,1087,1756]
table-cell: 10.00 AM of 19.12.2019 to 5.00 PM of 02.01.2020 [1273,1538,1448,1549]
table-cell: : 31.01.2020 up to 04.00PM [905,1462,1017,1471]
mi-notice-label: e-PROCUREMENT NOTICE [844,1760,1000,1773]
highlight-item [258,285,470,336]
dk-email: Email – eedklpwd@gmail.com [1119,1434,1238,1444]
masthead [0,0,1500,120]
table-row [757,1462,1087,1482]
rdwu-title-2: UNIVERSITY, BHUBANESWAR [1159,807,1455,827]
footer-rule [40,2184,1464,2185]
table-row [1119,1915,1455,1926]
selfie-corner [40,710,438,2170]
plastic-article-body-4: ଏବେ ୧୧ଟି ଆହାର କେନ୍ଦ୍ରରେ ପ୍ଲାଷ୍ଟିକ ସଂଗ୍ରହ କରାଯାଉଛି। ଗୋଟିଏ ପ୍ଲେଟ ଖାଦ୍ୟ ପାଇଁ ଅଧା କିଲୋ ପ୍ଲାଷ୍ଟିକ ଦେବାକୁ ପଡ଼ୁଛି। ଏହି ବ୍ୟବସ୍ଥା ଦ୍ୱାରା ସହରରେ ପ୍ଲାଷ୍ଟିକ ବର୍ଜ୍ୟ କମିବ। ଗରିବ ଲୋକଙ୍କୁ ମାଗଣା ଖାଦ୍ୟ ମିଳିବ। ଆହାର କେନ୍ଦ୍ରରେ ଲୋକଙ୍କ ଭିଡ଼ ବଢ଼ୁଛି। ନିଗମ ଅଧିକାରୀମାନେ ଏହାକୁ ତଦାରଖ କରୁଛନ୍ତି। ଏହା ପରିବେଶ ସୁରକ୍ଷା ଦିଗରେ ଏକ ବଡ଼ ପଦକ୍ଷେପ ବୋଲି ନିଗମ କହିଛି। [742,548,974,695]
dk-further: Further details can be seen from the e – procurement Portal "https://tendersorisa.gov.in" [1119,1619,1414,1629]
selfie-footer-label [40,2112,230,2142]
selfie-caption: ଉଦୟ [227,1502,251,1513]
list-item: 6. Last date/time for receipt of bids in the portal : 27.12.2019 (5.00 P.M) [757,1901,1064,1912]
selfie-photo [54,1222,424,1498]
emblem-icon [1119,1789,1149,1827]
selfie-title-a: ସେଲ୍ଫି [145,725,223,775]
table-cell: 04. [1119,1914,1133,1925]
table-row [1119,1516,1455,1527]
omc-address: OMC House, Bhubaneswar-751001,Odisha [757,1266,927,1275]
table-row [757,1430,1087,1440]
ossc-number: No.: IIE-23/2019- 400 (C)/ OSSSC, Dt.13.12.2019 [806,885,1038,896]
